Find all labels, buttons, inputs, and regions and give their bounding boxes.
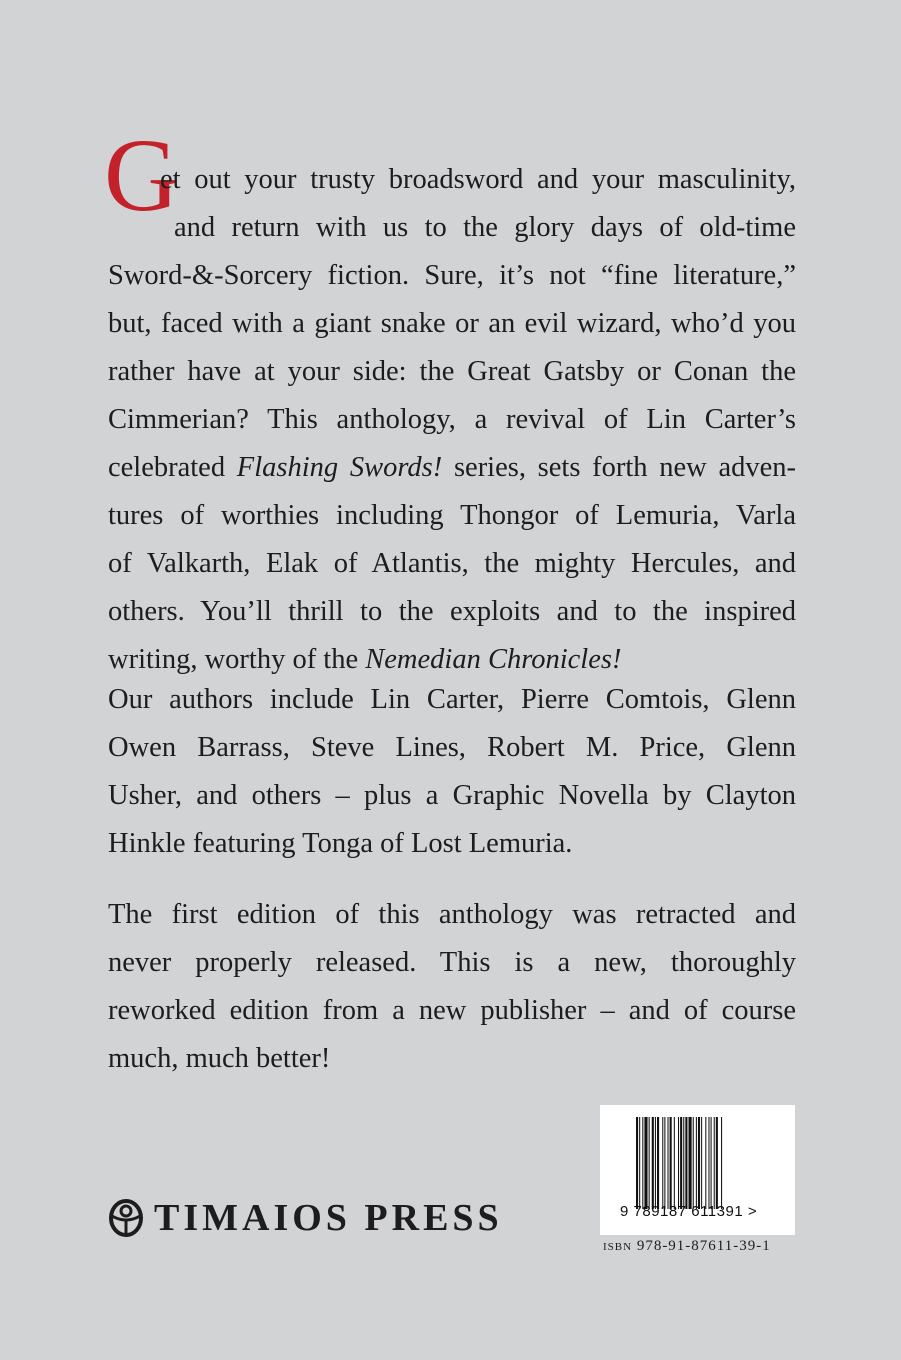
text-segment: and return with us to the glory days of old-time bbox=[174, 212, 796, 243]
text-line bbox=[108, 820, 796, 868]
text-line bbox=[108, 939, 796, 987]
timaios-logo-icon bbox=[108, 1198, 144, 1238]
text-line bbox=[108, 540, 796, 588]
text-segment: Hinkle featuring Tonga of Lost Lemuria. bbox=[108, 828, 573, 859]
text-segment: series, sets forth new adven- bbox=[442, 452, 797, 483]
barcode-bar bbox=[668, 1117, 669, 1209]
text-line bbox=[108, 891, 796, 939]
publisher-name: TIMAIOS PRESS bbox=[154, 1197, 503, 1239]
text-segment: writing, worthy of the bbox=[108, 644, 366, 675]
text-line bbox=[108, 156, 796, 204]
drop-cap: G bbox=[104, 118, 180, 233]
barcode-bar bbox=[670, 1117, 672, 1209]
barcode-bar bbox=[664, 1117, 665, 1209]
isbn-label: ISBN bbox=[603, 1241, 633, 1253]
blurb-paragraph-1 bbox=[108, 156, 796, 684]
italic-title: Flashing Swords! bbox=[236, 452, 443, 483]
text-segment: et out your trusty broadsword and your masculinity, bbox=[160, 164, 796, 195]
barcode-bar bbox=[655, 1117, 656, 1209]
text-segment: of Valkarth, Elak of Atlantis, the mighty Hercules, and bbox=[108, 548, 796, 579]
text-line bbox=[108, 348, 796, 396]
text-line bbox=[108, 300, 796, 348]
text-line bbox=[108, 492, 796, 540]
text-line bbox=[108, 772, 796, 820]
barcode bbox=[600, 1105, 795, 1235]
barcode-bar bbox=[698, 1117, 700, 1209]
barcode-bar bbox=[680, 1117, 682, 1209]
barcode-bar bbox=[652, 1117, 654, 1209]
text-segment: Usher, and others – plus a Graphic Novella by Clayton bbox=[108, 780, 796, 811]
text-line bbox=[108, 1035, 796, 1083]
text-segment: others. You’ll thrill to the exploits and to the inspired bbox=[108, 596, 796, 627]
barcode-bar bbox=[642, 1117, 643, 1209]
barcode-bar bbox=[644, 1117, 647, 1209]
italic-title: Nemedian Chronicles! bbox=[365, 644, 622, 675]
publisher-logo bbox=[108, 1196, 503, 1240]
text-segment: Sword-&-Sorcery fiction. Sure, it’s not “fine literature,” bbox=[108, 260, 796, 291]
text-line bbox=[108, 444, 796, 492]
barcode-digits: 9 789187 611391 > bbox=[620, 1203, 758, 1220]
text-line bbox=[108, 588, 796, 636]
barcode-bar bbox=[721, 1117, 722, 1209]
edition-paragraph bbox=[108, 891, 796, 1083]
barcode-bar bbox=[708, 1117, 709, 1209]
barcode-bar bbox=[649, 1117, 650, 1209]
text-line bbox=[108, 676, 796, 724]
barcode-bar bbox=[701, 1117, 702, 1209]
text-segment: The first edition of this anthology was retracted and bbox=[108, 899, 796, 930]
text-segment: Cimmerian? This anthology, a revival of Lin Carter’s bbox=[108, 404, 796, 435]
barcode-bar bbox=[657, 1117, 659, 1209]
text-line bbox=[108, 724, 796, 772]
isbn bbox=[603, 1238, 771, 1255]
barcode-bar bbox=[711, 1117, 712, 1209]
barcode-bar bbox=[636, 1117, 638, 1209]
text-segment: Owen Barrass, Steve Lines, Robert M. Price, Glenn bbox=[108, 732, 796, 763]
barcode-bar bbox=[716, 1117, 718, 1209]
isbn-number: 978-91-87611-39-1 bbox=[636, 1238, 771, 1254]
text-segment: much, much better! bbox=[108, 1043, 331, 1074]
authors-paragraph bbox=[108, 676, 796, 868]
text-segment: Our authors include Lin Carter, Pierre Comtois, Glenn bbox=[108, 684, 796, 715]
barcode-bar bbox=[678, 1117, 679, 1209]
text-line bbox=[108, 396, 796, 444]
barcode-bar bbox=[685, 1117, 687, 1209]
text-line bbox=[108, 987, 796, 1035]
barcode-bar bbox=[662, 1117, 663, 1209]
barcode-bars bbox=[636, 1117, 756, 1209]
barcode-bar bbox=[674, 1117, 675, 1209]
text-segment: tures of worthies including Thongor of Lemuria, Varla bbox=[108, 500, 796, 531]
barcode-bar bbox=[683, 1117, 684, 1209]
barcode-bar bbox=[693, 1117, 694, 1209]
text-line bbox=[108, 252, 796, 300]
text-line bbox=[108, 204, 796, 252]
text-segment: celebrated bbox=[108, 452, 237, 483]
barcode-bar bbox=[705, 1117, 706, 1209]
barcode-bar bbox=[714, 1117, 715, 1209]
text-segment: reworked edition from a new publisher – and of course bbox=[108, 995, 796, 1026]
barcode-bar bbox=[639, 1117, 640, 1209]
text-segment: but, faced with a giant snake or an evil wizard, who’d you bbox=[108, 308, 796, 339]
text-segment: rather have at your side: the Great Gatsby or Conan the bbox=[108, 356, 796, 387]
text-segment: never properly released. This is a new, thoroughly bbox=[108, 947, 796, 978]
barcode-bar bbox=[696, 1117, 697, 1209]
barcode-bar bbox=[689, 1117, 692, 1209]
